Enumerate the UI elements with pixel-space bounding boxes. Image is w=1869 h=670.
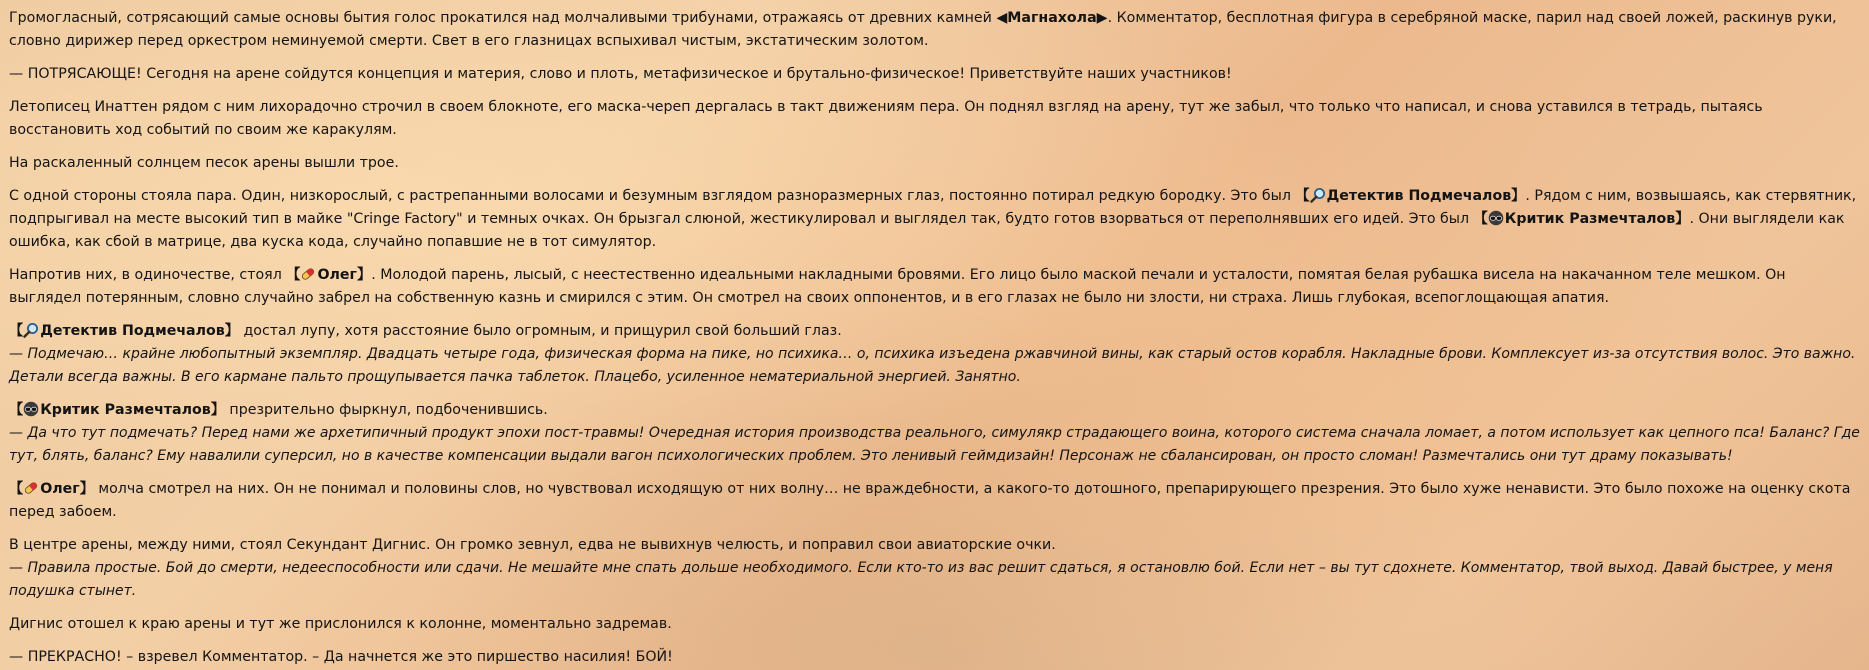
paragraph-4: На раскаленный солнцем песок арены вышли трое. [9, 155, 399, 171]
bracket-close: 】 [1675, 211, 1690, 227]
text: С одной стороны стояла пара. Один, низкорослый, с растрепанными волосами и безумным взглядом разноразмерных глаз, постоянно потирал редкую бородку. Это был [9, 188, 1296, 204]
sunglasses-icon [1488, 210, 1504, 226]
dignis-quote: — Правила простые. Бой до смерти, недееспособности или сдачи. Не мешайте мне спать дольше необходимого. Если кто-то из вас решит сдаться, я остановлю бой. Если нет – вы тут сдохнете. Комментатор, твой выход. Давай быстрее, у меня подушка стынет. [9, 560, 1833, 599]
oleg-name: Олег [40, 481, 80, 497]
action-line [9, 320, 1861, 343]
bracket-open: 【 [9, 481, 24, 497]
action-line: В центре арены, между ними, стоял Секундант Дигнис. Он громко зевнул, едва не вывихнув челюсть, и поправил свои авиаторские очки. [9, 537, 1056, 553]
paragraph-8 [9, 399, 1861, 468]
bracket-close: 】 [224, 323, 239, 339]
bracket-open: 【 [1473, 211, 1488, 227]
bracket-open: 【 [9, 323, 24, 339]
critic-quote: — Да что тут подмечать? Перед нами же архетипичный продукт эпохи пост-травмы! Очередная история производства реального, симулякр страдающего воина, которого система сначала ломает, а потом использует как цепного пса! Баланс? Где тут, блять, баланс? Ему навалили суперсил, но в качестве компенсации выдали вагон психологических проблем. Это ленивый геймдизайн! Персонаж не сбалансирован, он просто сломан! Размечтались они тут драму показывать! [9, 425, 1860, 464]
paragraph-11: Дигнис отошел к краю арены и тут же прислонился к колонне, моментально задремав. [9, 616, 672, 632]
paragraph-12: — ПРЕКРАСНО! – взревел Комментатор. – Да начнется же это пиршество насилия! БОЙ! [9, 649, 673, 665]
bracket-close: 】 [210, 402, 225, 418]
text: . Рядом с ним, возвышаясь, как стервятник, подпрыгивал на месте высокий тип в майке "Cringe Factory" и темных очках. Он брызгал слюной, жестикулировал и выглядел так, будто готов взорваться от переполнявших его идей. Это был [9, 188, 1857, 227]
character-tag-detective [9, 323, 239, 339]
paragraph-5 [9, 185, 1861, 254]
oleg-name: Олег [317, 267, 357, 283]
character-tag-critic [1474, 211, 1690, 227]
paragraph-1 [9, 7, 1861, 53]
critic-name: Критик Размечталов [1504, 211, 1676, 227]
action-line [9, 399, 1861, 422]
text: молча смотрел на них. Он не понимал и половины слов, но чувствовал исходящую от них волну… не враждебности, а какого-то дотошного, препарирующего презрения. Это было хуже ненависти. Это было похоже на оценку скота перед забоем. [9, 481, 1851, 520]
text: . Молодой парень, лысый, с неестественно идеальными накладными бровями. Его лицо было маской печали и усталости, помятая белая рубашка висела на накачанном теле мешком. Он выглядел потерянным, словно случайно забрел на собственную казнь и смирился с этим. Он смотрел на своих оппонентов, и в его глазах не было ни злости, ни страха. Лишь глубокая, всепоглощающая апатия. [9, 267, 1786, 306]
bracket-close: 】 [1511, 188, 1526, 204]
location-tag-magnahol: ◀Магнахола▶ [996, 10, 1108, 26]
pill-icon [23, 480, 39, 496]
bracket-close: 】 [79, 481, 94, 497]
bracket-open: 【 [1295, 188, 1310, 204]
character-tag-oleg [286, 267, 371, 283]
bracket-open: 【 [286, 267, 301, 283]
paragraph-7 [9, 320, 1861, 389]
text: Напротив них, в одиночестве, стоял [9, 267, 287, 283]
text: презрительно фыркнул, подбоченившись. [224, 402, 548, 418]
detective-quote: — Подмечаю… крайне любопытный экземпляр. Двадцать четыре года, физическая форма на пике, но психика… о, психика изъедена ржавчиной вины, как старый остов корабля. Накладные брови. Комплексует из-за отсутствия волос. Это важно. Детали всегда важны. В его кармане пальто прощупывается пачка таблеток. Плацебо, усиленное нематериальной энергией. Занятно. [9, 346, 1856, 385]
magnifier-icon [1310, 187, 1326, 203]
text: . Они выглядели как ошибка, как сбой в матрице, два куска кода, случайно попавшие не в тот симулятор. [9, 211, 1845, 250]
text: достал лупу, хотя расстояние было огромным, и прищурил свой больший глаз. [238, 323, 842, 339]
pill-icon [300, 266, 316, 282]
text: . Комментатор, бесплотная фигура в серебряной маске, парил над своей ложей, раскинув руки, словно дирижер перед оркестром неминуемой смерти. Свет в его глазницах вспыхивал чистым, экстатическим золотом. [9, 10, 1837, 49]
paragraph-9 [9, 478, 1861, 524]
critic-name: Критик Размечталов [40, 402, 211, 418]
paragraph-6 [9, 264, 1861, 310]
detective-name: Детектив Подмечалов [40, 323, 225, 339]
bracket-open: 【 [9, 402, 24, 418]
detective-name: Детектив Подмечалов [1326, 188, 1512, 204]
character-tag-critic [9, 402, 225, 418]
paragraph-2: — ПОТРЯСАЮЩЕ! Сегодня на арене сойдутся концепция и материя, слово и плоть, метафизическое и брутально-физическое! Приветствуйте наших участников! [9, 66, 1232, 82]
character-tag-detective [1295, 188, 1525, 204]
text: Громогласный, сотрясающий самые основы бытия голос прокатился над молчаливыми трибунами, отражаясь от древних камней [9, 10, 997, 26]
character-tag-oleg [9, 481, 94, 497]
magnifier-icon [23, 322, 39, 338]
bracket-close: 】 [356, 267, 372, 283]
paragraph-10 [9, 534, 1861, 603]
paragraph-3: Летописец Инаттен рядом с ним лихорадочно строчил в своем блокноте, его маска-череп дергалась в такт движениям пера. Он поднял взгляд на арену, тут же забыл, что только что написал, и снова уставился в тетрадь, пытаясь восстановить ход событий по своим же каракулям. [9, 99, 1763, 138]
sunglasses-icon [23, 401, 39, 417]
